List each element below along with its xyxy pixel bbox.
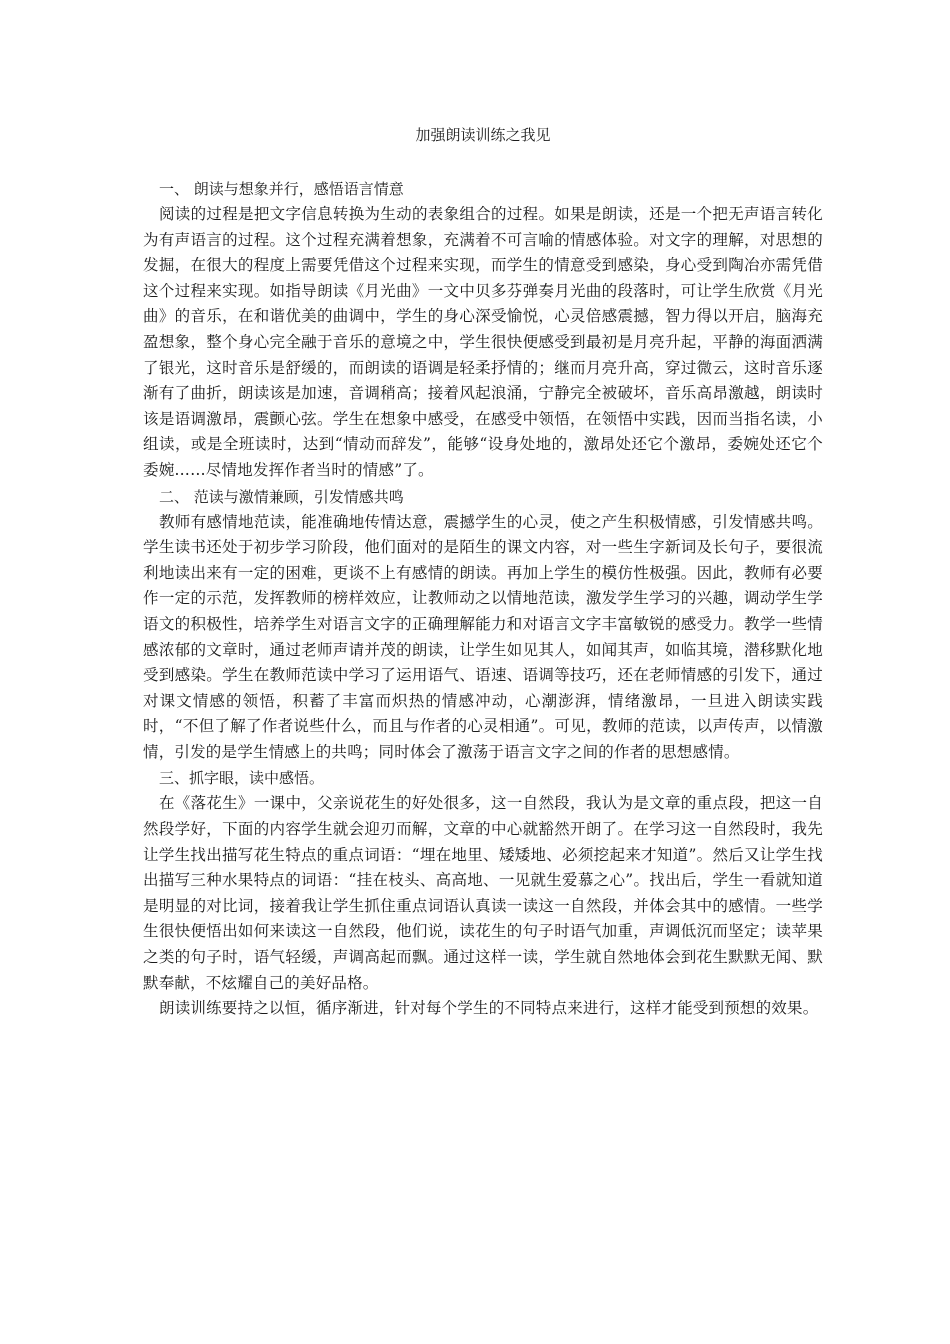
document-page (143, 122, 823, 1022)
section-heading: 二、 范读与激情兼顾，引发情感共鸣 (159, 487, 404, 506)
section-paragraph: 在《落花生》一课中，父亲说花生的好处很多，这一自然段，我认为是文章的重点段，把这一自然段学好，下面的内容学生就会迎刃而解，文章的中心就豁然开朗了。在学习这一自然段时，我先让学生找出描写花生特点的重点词语：“埋在地里、矮矮地、必须挖起来才知道”。然后又让学生找出描写三种水果特点的词语：“挂在枝头、高高地、一见就生爱慕之心”。找出后，学生一看就知道是明显的对比词，接着我让学生抓住重点词语认真读一读这一自然段，并体会其中的感情。一些学生很快便悟出如何来读这一自然段，他们说，读花生的句子时语气加重，声调低沉而坚定；读苹果之类的句子时，语气轻缓，声调高起而飘。通过这样一读，学生就自然地体会到花生默默无闻、默默奉献，不炫耀自己的美好品格。 (143, 794, 823, 992)
section-1 (143, 176, 823, 484)
section-paragraph: 教师有感情地范读，能准确地传情达意，震撼学生的心灵，使之产生积极情感，引发情感共鸣。学生读书还处于初步学习阶段，他们面对的是陌生的课文内容，对一些生字新词及长句子，要很流利地读出来有一定的困难，更谈不上有感情的朗读。再加上学生的模仿性极强。因此，教师有必要作一定的示范，发挥教师的榜样效应，让教师动之以情地范读，激发学生学习的兴趣，调动学生学语文的积极性，培养学生对语言文字的正确理解能力和对语言文字丰富敏锐的感受力。教学一些情感浓郁的文章时，通过老师声请并茂的朗读，让学生如见其人，如闻其声，如临其境，潜移默化地受到感染。学生在教师范读中学习了运用语气、语速、语调等技巧，还在老师情感的引发下，通过对课文情感的领悟，积蓄了丰富而炽热的情感冲动，心潮澎湃，情绪激昂，一旦进入朗读实践时，“不但了解了作者说些什么，而且与作者的心灵相通”。可见，教师的范读，以声传声，以情激情，引发的是学生情感上的共鸣；同时体会了激荡于语言文字之间的作者的思想感情。 (143, 512, 823, 761)
section-heading: 三、抓字眼，读中感悟。 (159, 769, 325, 788)
section-2 (143, 484, 823, 766)
section-paragraph: 阅读的过程是把文字信息转换为生动的表象组合的过程。如果是朗读，还是一个把无声语言转化为有声语言的过程。这个过程充满着想象，充满着不可言喻的情感体验。对文字的理解，对思想的发掘，在很大的程度上需要凭借这个过程来实现，而学生的情意受到感染，身心受到陶冶亦需凭借这个过程来实现。如指导朗读《月光曲》一文中贝多芬弹奏月光曲的段落时，可让学生欣赏《月光曲》的音乐，在和谐优美的曲调中，学生的身心深受愉悦，心灵倍感震撼，智力得以开启，脑海充盈想象，整个身心完全融于音乐的意境之中，学生很快便感受到最初是月亮升起，平静的海面洒满了银光，这时音乐是舒缓的，而朗读的语调是轻柔抒情的；继而月亮升高，穿过微云，这时音乐逐渐有了曲折，朗读该是加速，音调稍高；接着风起浪涌，宁静完全被破坏，音乐高昂激越，朗读时该是语调激昂，震颤心弦。学生在想象中感受，在感受中领悟，在领悟中实践，因而当指名读，小组读，或是全班读时，达到“情动而辞发”，能够“设身处地的，激昂处还它个激昂，委婉处还它个委婉……尽情地发挥作者当时的情感”了。 (143, 205, 823, 479)
section-3 (143, 765, 823, 996)
conclusion-paragraph: 朗读训练要持之以恒，循序渐进，针对每个学生的不同特点来进行，这样才能受到预想的效果。 (159, 999, 819, 1018)
section-heading: 一、 朗读与想象并行，感悟语言情意 (159, 180, 404, 198)
document-title: 加强朗读训练之我见 (415, 126, 551, 144)
